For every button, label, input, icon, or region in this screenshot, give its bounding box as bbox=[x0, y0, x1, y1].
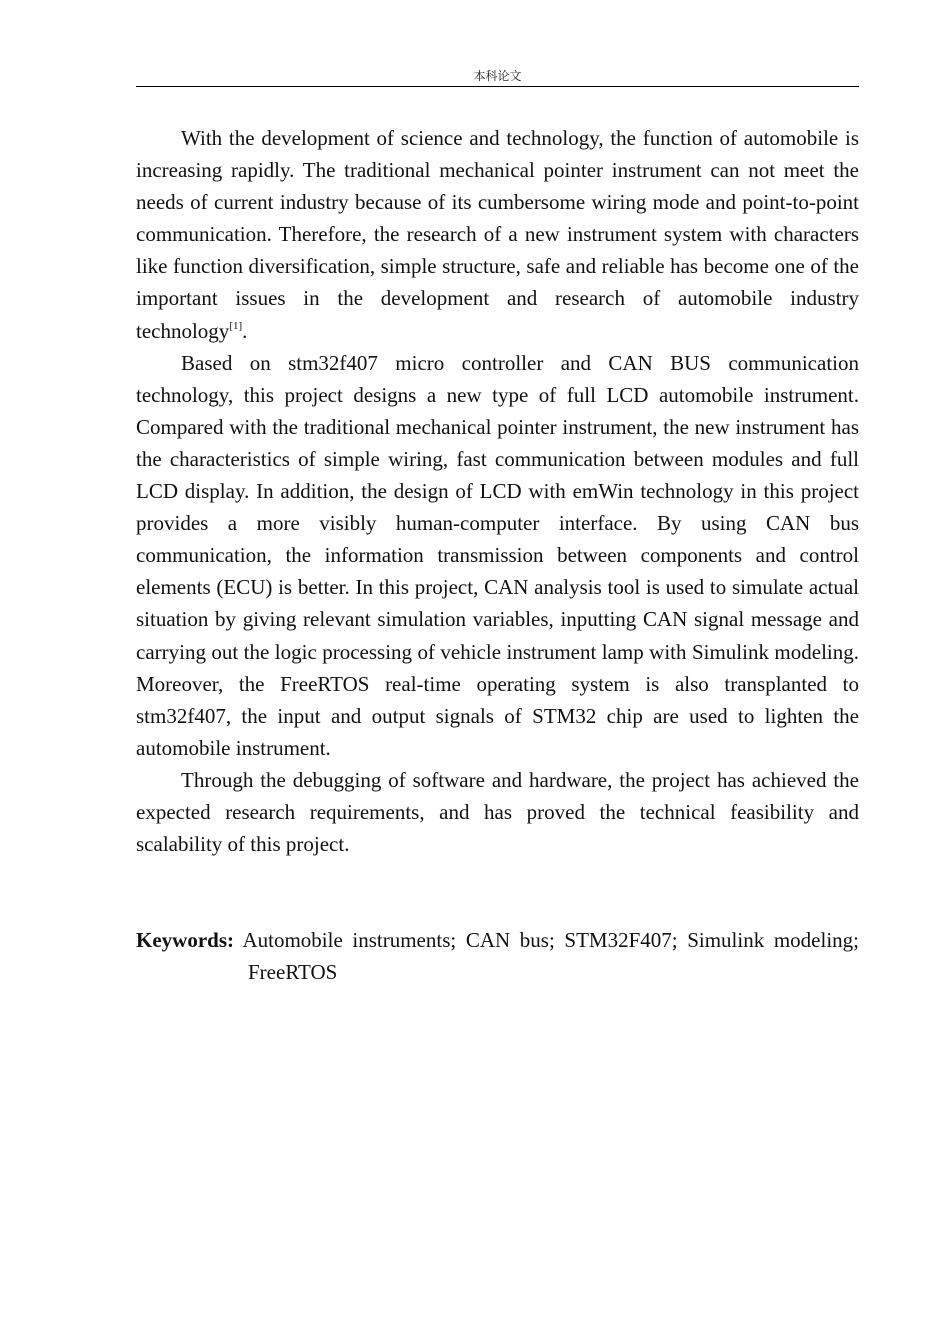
abstract-body bbox=[136, 122, 859, 860]
page-header bbox=[136, 66, 859, 87]
keywords-section bbox=[136, 924, 859, 988]
header-title: 本科论文 bbox=[473, 69, 522, 83]
abstract-paragraph: Through the debugging of software and hardware, the project has achieved the expected research requirements, and has proved the technical feasibility and scalability of this project. bbox=[136, 767, 859, 857]
paragraph-tail: . bbox=[242, 318, 248, 343]
abstract-paragraph bbox=[136, 122, 859, 347]
keywords-label: Keywords: bbox=[136, 928, 234, 952]
abstract-paragraph: Based on stm32f407 micro controller and CAN BUS communication technology, this project designs a new type of full LCD automobile instrument. Compared with the traditional mechanical pointer instrument, the new instrument has the characteristics of simple wiring, fast communication between modules and full LCD display. In addition, the design of LCD with emWin technology in this project provides a more visibly human-computer interface. By using CAN bus communication, the information transmission between components and control elements (ECU) is better. In this project, CAN analysis tool is used to simulate actual situation by giving relevant simulation variables, inputting CAN signal message and carrying out the logic processing of vehicle instrument lamp with Simulink modeling. Moreover, the FreeRTOS real-time operating system is also transplanted to stm32f407, the input and output signals of STM32 chip are used to lighten the automobile instrument. bbox=[136, 350, 859, 760]
keywords-value: Automobile instruments; CAN bus; STM32F407; Simulink modeling; FreeRTOS bbox=[242, 928, 859, 985]
paragraph-text: With the development of science and technology, the function of automobile is increasing rapidly. The traditional mechanical pointer instrument can not meet the needs of current industry because of its cumbersome wiring mode and point-to-point communication. Therefore, the research of a new instrument system with characters like function diversification, simple structure, safe and reliable has become one of the important issues in the development and research of automobile industry technology bbox=[136, 126, 859, 343]
citation-reference: [1] bbox=[229, 319, 243, 332]
